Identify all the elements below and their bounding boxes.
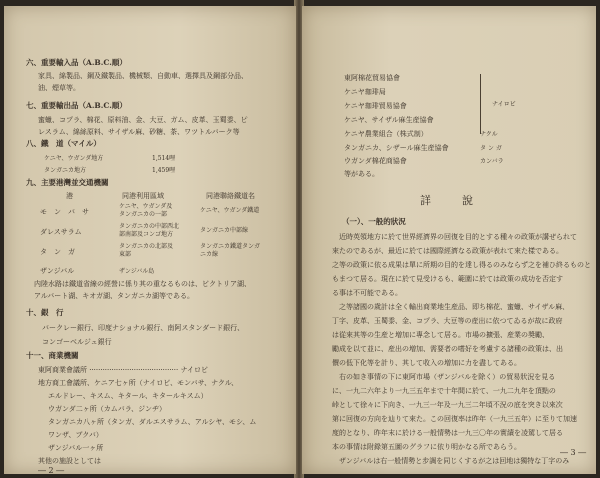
s11-line: ワンザ、ブクバ） [48, 431, 103, 439]
s9-note: 内陸水路は鐵道省線の經營に係り其の重なるものは、ビクトリア湖、 [34, 280, 251, 288]
s9-rail: ケニヤ、ウガンダ鐵道 [200, 207, 260, 214]
body-line: に、一九二六年より一九三五年まで十年間に於て、一九二九年を頂點の [332, 387, 556, 395]
body-line: ザンジバルは右一般情勢と步調を同じくするが之は回地は獨特な丁字のみ [332, 457, 570, 465]
body-line: 近時英領地方に於て世界經濟界の回復を目的とする種々の政策が講ぜられて [332, 233, 577, 241]
body-line: もまつて居る。現在に於て見受けるも、範圍に於ては政策の成功を否定す [332, 275, 563, 283]
s7-line: レスラム、綿絲原料、サイザル麻、砂糖、茶、ワツトルバーク等 [38, 128, 240, 136]
s11-line: 地方商工會議所、ケニア七ヶ所（ナイロビ、モンバサ、ナクル、 [38, 379, 239, 387]
s9-port: ダレスサラム [40, 228, 82, 236]
s11-line: 東阿商業會議所 ········································ ナイロビ [38, 366, 208, 374]
org-place: タ ン ガ [480, 145, 502, 152]
s9-area: タンガニカの中部西北 部南部及コンゴ地方 [119, 223, 180, 238]
org-item: 東阿棉花貿易協會 [344, 74, 400, 82]
s11-line: ウガンダ二ヶ所（カムバラ、ジンヂ） [48, 405, 166, 413]
s8-rail-value: 1,514哩 [152, 155, 176, 162]
s8-heading: 八、鐵 道（マイル） [26, 139, 101, 148]
org-item: ケニヤ珈琲貿易協會 [344, 102, 407, 110]
body-line: 峠として徐々に下向き、一九三一年及一九三二年頃不況の底を突き以來次 [332, 401, 563, 409]
body-line: る事は不可能である。 [332, 289, 402, 297]
s6-line: 家具、綿製品、鋼及鐵製品、機械類、自動車、選擇具及鋼部分品、 [38, 72, 248, 80]
s11-line: エルドレー、キスム、キタール、キタールキスム） [48, 392, 208, 400]
body-line: 勵成を以て並に、産出の増加、需要者の嗜好を考慮する諸種の政策は、出 [332, 345, 563, 353]
page-number-left: ― 2 ― [38, 466, 65, 474]
s8-rail-name: タンガニカ地方 [44, 167, 87, 174]
s9-area: ケニヤ、ウガンダ及 タンガニカの一部 [119, 203, 173, 218]
s9-heading: 九、主要港灣並交通機關 [26, 178, 109, 187]
body-line: 之等諸國の歲計は全く輸出商業地生産品、即ち棉花、蜜蠟、サイザル麻、 [332, 303, 570, 311]
s10-heading: 十、銀 行 [26, 308, 64, 317]
s9-rail: タンガニカ鐵道タンガ ニカ線 [200, 243, 261, 258]
body-line: 價の低下化等を計り、其して收入の増加に力を盡してある。 [332, 359, 521, 367]
s9-col-rail: 同港聯絡鐵道名 [206, 192, 255, 200]
left-page [4, 6, 296, 474]
s7-line: 蜜蠟、コプラ、棉花、原料油、金、大豆、ガム、皮革、玉蜀黍、ピ [38, 116, 248, 124]
subsection-heading: （一）、一般的狀況 [342, 217, 406, 226]
org-place: カンバラ [480, 158, 504, 165]
s9-col-area: 同港利用區域 [122, 192, 164, 200]
body-line: 右の如き事情の下に東阿市場（ザンジバルを除く）の貿易狀況を見る [332, 373, 556, 381]
body-line: 丁字、皮革、玉蜀黍、金、コプラ、大豆等の産出に依つてゐるが故に政府 [332, 317, 563, 325]
org-tail: 等がある。 [344, 170, 379, 178]
org-item: ケニヤ農業組合（株式制） [344, 130, 428, 138]
s11-heading: 十一、商業機關 [26, 351, 79, 360]
s9-port: モ ン バ サ [40, 208, 89, 216]
s9-area: ザンジバル島 [119, 268, 155, 275]
s9-port: タ ン ガ [40, 248, 75, 256]
s7-heading: 七、重要輸出品（A.B.C.順） [26, 101, 127, 110]
right-page [302, 6, 596, 474]
body-line: 本の事情は附錄第五圖のグラフに依り明かなる所であらう。 [332, 443, 521, 451]
s11-line: ザンジバル一ヶ所 [48, 444, 104, 452]
s10-line: バークレー銀行、印度ナショナル銀行、南阿スタンダード銀行、 [42, 324, 245, 332]
s11-line: 其他の施設としては [38, 457, 101, 465]
s9-port: ザンジバル [40, 267, 75, 275]
s9-col-port: 港 [66, 192, 73, 200]
section-title: 詳 說 [420, 194, 483, 207]
bracket [480, 74, 481, 134]
body-line: 度的となり、昨年末に於ける一般情勢は一九三〇年の實績を凌駕して居る [332, 429, 563, 437]
s9-rail: タンガニカ中部線 [200, 227, 249, 234]
s8-rail-value: 1,459哩 [152, 167, 176, 174]
s8-rail-name: ケニヤ、ウガンダ地方 [44, 155, 104, 162]
s9-note: アルバート湖、キオガ湖、タンガニカ湖等である。 [34, 292, 195, 300]
body-line: 第に回復の方向を辿りて來た。この回復率は昨年（一九三五年）に至りて加速 [332, 415, 577, 423]
body-line: は從來其等の生産と増加に專念して居る。市場の擴張、産業の奬勵、 [332, 331, 549, 339]
s6-heading: 六、重要輸入品（A.B.C.順） [26, 58, 127, 67]
s6-line: 油、煙草等。 [38, 84, 80, 92]
body-line: 來たのであるが、最近に於ては國際經濟なる政策が表れて來た樣である。 [332, 247, 563, 255]
body-line: 之等の政策に依る成果は單に所期の目的を達し得るのみならず之を補ひ終るものと [332, 261, 591, 269]
org-item: ケニヤ珈琲局 [344, 88, 386, 96]
s10-line: コンゴーベルジュ銀行 [42, 338, 112, 346]
org-item: ウガンダ棉花商協會 [344, 157, 407, 165]
org-item: タンガニカ、シザール麻生産協會 [344, 144, 449, 152]
org-item: ケニヤ、サイザル麻生産協會 [344, 116, 434, 124]
org-place: ナイロビ [492, 101, 516, 108]
s11-line: タンガニカ八ヶ所（タンガ、ダルエスサラム、アルシヤ、モシ、ム [48, 418, 257, 426]
s9-area: タンガニカの北部及 東部 [119, 243, 174, 258]
page-number-right: ― 3 ― [560, 448, 587, 457]
org-place: ナクル [480, 131, 498, 138]
